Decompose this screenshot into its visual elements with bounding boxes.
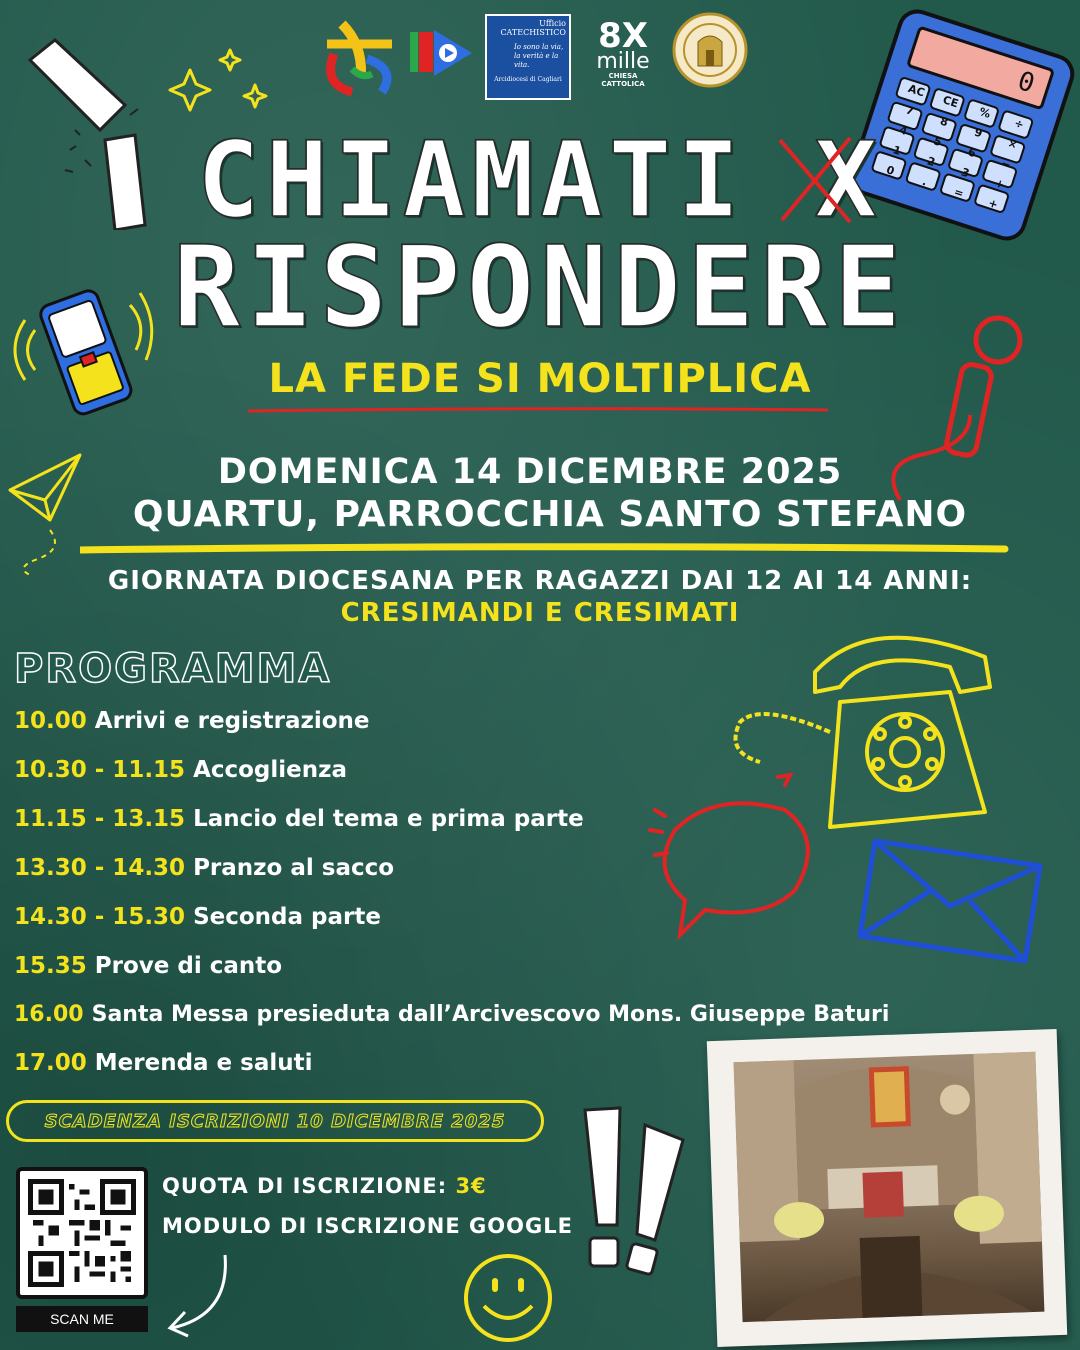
- red-x-mark: [770, 130, 860, 230]
- program-item: [14, 953, 282, 979]
- program-text: Prove di canto: [94, 953, 283, 979]
- program-time: 14.30 - 15.30: [14, 904, 186, 930]
- key: .: [920, 174, 929, 189]
- program-text: Arrivi e registrazione: [94, 708, 370, 734]
- program-item: [14, 708, 370, 734]
- programma-heading: PROGRAMMA: [14, 646, 332, 692]
- catechistico-motto: Io sono la via, la verità e la vita.: [514, 43, 564, 69]
- mobile-phone-icon: [10, 275, 160, 425]
- key: 8: [938, 114, 950, 130]
- event-date: DOMENICA 14 DICEMBRE 2025: [217, 452, 843, 492]
- program-time: 10.00: [14, 708, 87, 734]
- program-text: Pranzo al sacco: [193, 855, 395, 881]
- exclamation-icon: [575, 1100, 705, 1280]
- program-item: [14, 806, 584, 832]
- key: ×: [1006, 136, 1019, 152]
- key: 7: [904, 103, 916, 119]
- program-item: [14, 757, 347, 783]
- key: 3: [959, 165, 972, 181]
- otto-word: mille: [596, 49, 650, 74]
- key: +: [993, 176, 1006, 192]
- qr-code[interactable]: [16, 1167, 148, 1299]
- jubilee-logo: [322, 14, 400, 86]
- program-time: 10.30 - 11.15: [14, 757, 186, 783]
- deadline-pill: [6, 1100, 544, 1142]
- sparkle-icon: [160, 40, 280, 120]
- event-target: CRESIMANDI E CRESIMATI: [340, 598, 740, 628]
- catechistico-line1: Ufficio: [539, 19, 566, 28]
- key: −: [999, 156, 1013, 172]
- speech-bubble-icon: [635, 770, 835, 950]
- otto-big: 8X: [598, 16, 648, 56]
- program-time: 17.00: [14, 1050, 87, 1076]
- program-text: Seconda parte: [193, 904, 381, 930]
- program-time: 16.00: [14, 1002, 84, 1027]
- scan-me-text: SCAN ME: [50, 1311, 114, 1327]
- envelope-icon: [855, 836, 1045, 966]
- key: %: [977, 105, 993, 121]
- smiley-icon: [460, 1250, 556, 1346]
- program-item: [14, 904, 381, 930]
- event-audience: GIORNATA DIOCESANA PER RAGAZZI DAI 12 AI 14 ANNI:: [107, 566, 973, 596]
- key: AC: [906, 81, 927, 100]
- otto-per-mille-logo: [590, 16, 656, 92]
- key: +: [986, 196, 1000, 212]
- key: ÷: [1012, 116, 1026, 132]
- otto-sub: CHIESA CATTOLICA: [601, 72, 645, 88]
- program-time: 15.35: [14, 953, 87, 979]
- media-logo: [410, 28, 472, 78]
- ufficio-catechistico-logo: [485, 14, 571, 100]
- archdiocese-seal: [672, 12, 748, 88]
- key: CE: [941, 93, 961, 111]
- subtitle-underline: [248, 398, 828, 404]
- event-place-underline: [80, 540, 1010, 554]
- calculator-display: 0: [1013, 66, 1039, 100]
- program-text: Merenda e saluti: [94, 1050, 313, 1076]
- program-item: [14, 1002, 889, 1027]
- program-text: Lancio del tema e prima parte: [193, 806, 584, 832]
- church-photo: [707, 1029, 1067, 1347]
- title-line2: RISPONDERE: [172, 223, 908, 353]
- key: 9: [972, 125, 984, 141]
- program-item: [14, 1050, 313, 1076]
- program-time: 11.15 - 13.15: [14, 806, 186, 832]
- arrow-icon: [160, 1250, 240, 1340]
- event-place: QUARTU, PARROCCHIA SANTO STEFANO: [132, 494, 968, 535]
- key: 0: [884, 163, 897, 178]
- fee-value: 3€: [455, 1174, 487, 1198]
- key: 5: [931, 134, 944, 150]
- key: =: [952, 185, 966, 201]
- program-item: [14, 855, 394, 881]
- church-interior-image: [734, 1052, 1045, 1322]
- catechistico-footer: Arcidiocesi di Cagliari: [494, 76, 562, 83]
- program-text: Accoglienza: [193, 757, 348, 783]
- fee-line: [162, 1174, 487, 1198]
- deadline-text: SCADENZA ISCRIZIONI 10 DICEMBRE 2025: [44, 1110, 506, 1132]
- title-line1: CHIAMATI X: [196, 119, 884, 241]
- scan-me-label: [16, 1306, 148, 1332]
- key: 4: [897, 123, 910, 139]
- catechistico-line2: CATECHISTICO: [500, 28, 566, 37]
- subtitle: LA FEDE SI MOLTIPLICA: [268, 356, 812, 402]
- program-text: Santa Messa presieduta dall’Arcivescovo Mons. Giuseppe Baturi: [91, 1002, 890, 1027]
- key: 6: [966, 145, 978, 161]
- key: 2: [925, 154, 937, 170]
- program-time: 13.30 - 14.30: [14, 855, 186, 881]
- google-form-link[interactable]: MODULO DI ISCRIZIONE GOOGLE: [162, 1214, 573, 1238]
- fee-label: QUOTA DI ISCRIZIONE:: [162, 1174, 448, 1198]
- key: 1: [891, 143, 903, 158]
